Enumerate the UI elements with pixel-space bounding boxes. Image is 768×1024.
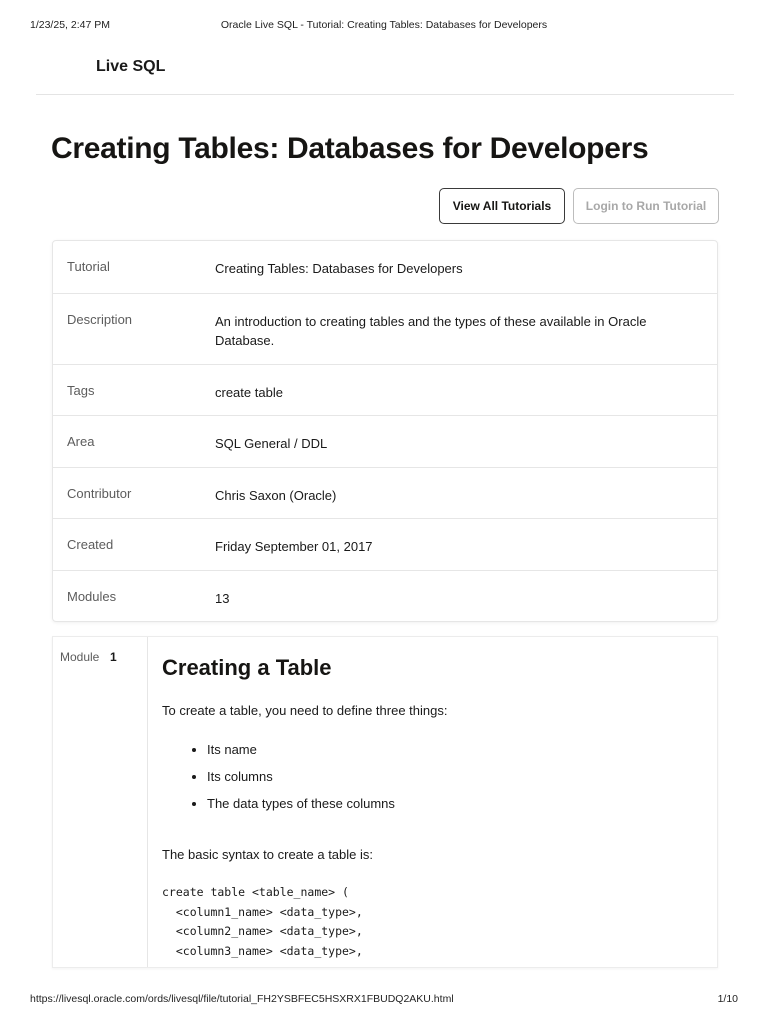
print-datetime: 1/23/25, 2:47 PM: [30, 19, 110, 31]
info-value: Friday September 01, 2017: [215, 539, 373, 554]
syntax-intro-text: The basic syntax to create a table is:: [162, 847, 373, 862]
info-label: Created: [67, 537, 114, 552]
print-footer: [30, 993, 738, 1007]
info-row-created: [53, 518, 717, 570]
page-title: Creating Tables: Databases for Developers: [51, 132, 649, 165]
info-label: Description: [67, 312, 133, 327]
info-row-area: [53, 415, 717, 467]
list-item: • The data types of these columns: [207, 794, 395, 821]
info-row-contributor: [53, 467, 717, 518]
info-label: Area: [67, 434, 95, 449]
info-value: SQL General / DDL: [215, 436, 328, 451]
info-row-tutorial: [53, 241, 717, 293]
module-sidebar: [53, 637, 148, 967]
info-label: Tutorial: [67, 259, 110, 274]
tutorial-info-table: [52, 240, 718, 622]
info-value: 13: [215, 591, 230, 606]
module-intro-text: To create a table, you need to define three things:: [162, 703, 448, 718]
info-value: Creating Tables: Databases for Developers: [215, 261, 463, 276]
print-header: [30, 19, 738, 33]
app-header: [36, 44, 734, 95]
info-row-description: [53, 293, 717, 364]
login-to-run-tutorial-button[interactable]: Login to Run Tutorial: [573, 188, 719, 224]
info-label: Tags: [67, 383, 95, 398]
info-value: Chris Saxon (Oracle): [215, 488, 337, 503]
module-panel: [52, 636, 718, 968]
print-url: https://livesql.oracle.com/ords/livesql/file/tutorial_FH2YSBFEC5HSXRX1FBUDQ2AKU.html: [30, 993, 454, 1005]
view-all-tutorials-button[interactable]: View All Tutorials: [439, 188, 565, 224]
info-value: create table: [215, 385, 283, 400]
page-indicator: 1/10: [717, 993, 738, 1005]
brand-link[interactable]: Live SQL: [96, 58, 166, 75]
list-item: • Its columns: [207, 767, 395, 794]
info-row-tags: [53, 364, 717, 415]
module-number: 1: [110, 650, 117, 664]
info-row-modules: [53, 570, 717, 621]
info-value: An introduction to creating tables and the types of these available in Oracle Database.: [215, 314, 647, 348]
module-label: Module: [60, 650, 100, 664]
info-label: Contributor: [67, 486, 132, 501]
list-item: • Its name: [207, 740, 395, 767]
print-document-title: Oracle Live SQL - Tutorial: Creating Tables: Databases for Developers: [220, 19, 548, 31]
module-title: Creating a Table: [162, 655, 332, 680]
code-block: create table <table_name> ( <column1_name> <data_type>, <column2_name> <data_type>, <column3_name> <data_type>,: [162, 885, 363, 958]
requirements-list: [162, 740, 395, 821]
info-label: Modules: [67, 589, 117, 604]
